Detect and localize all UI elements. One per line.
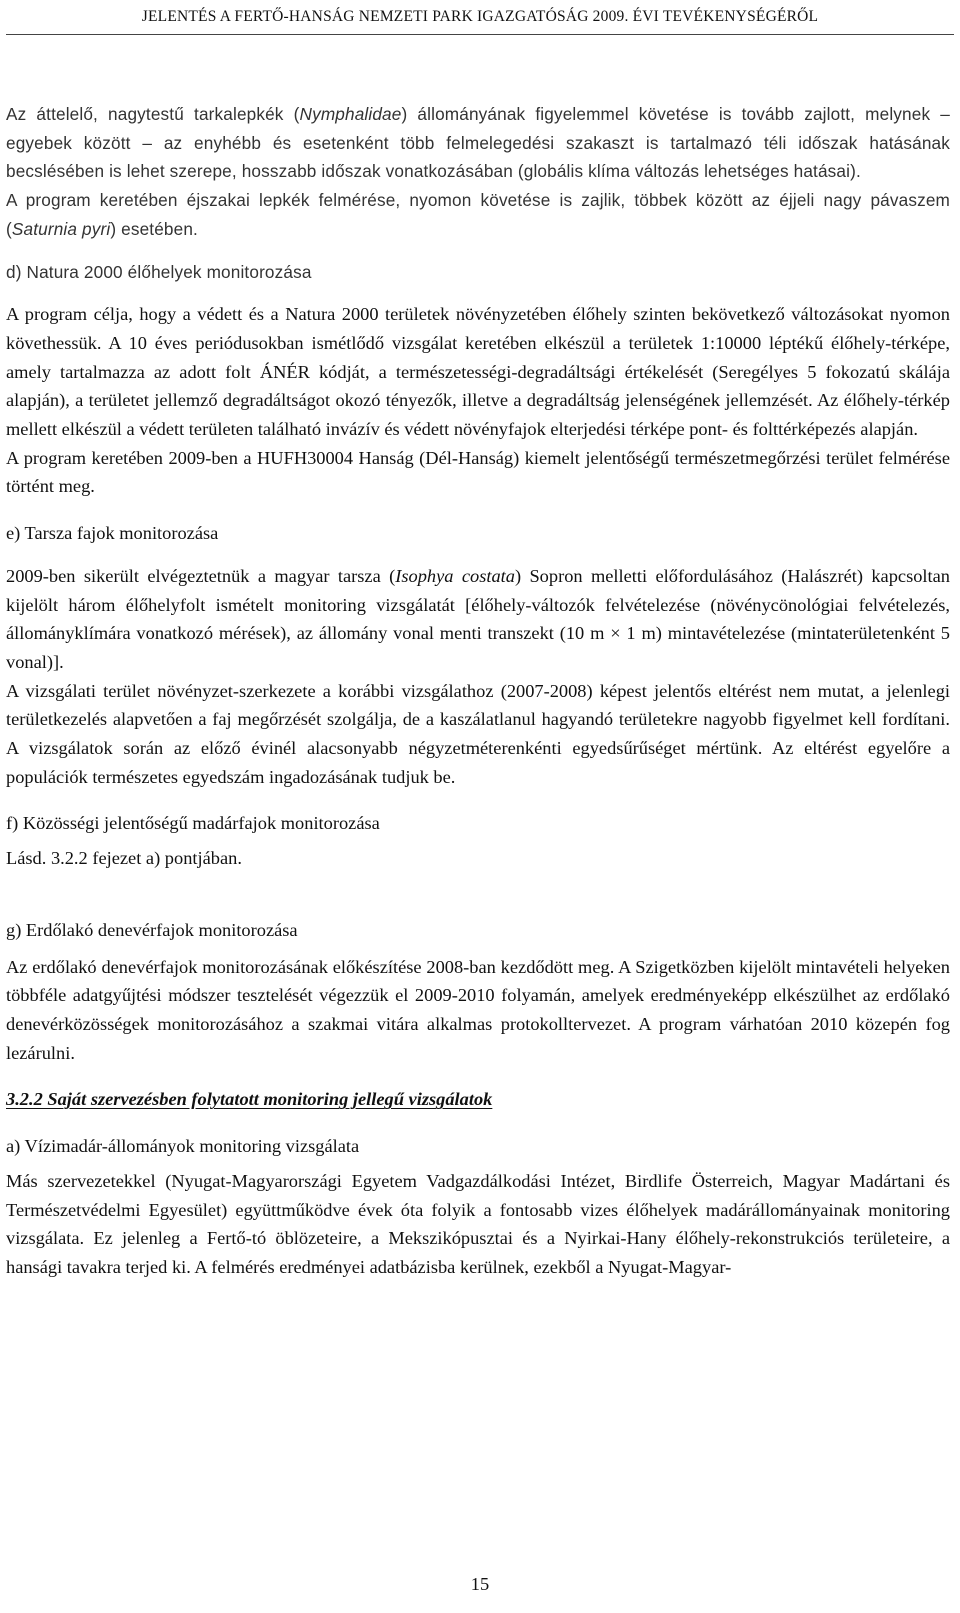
section-d-title: d) Natura 2000 élőhelyek monitorozása: [6, 261, 312, 282]
running-header: JELENTÉS A FERTŐ-HANSÁG NEMZETI PARK IGAZGATÓSÁG 2009. ÉVI TEVÉKENYSÉGÉRŐL: [141, 8, 819, 25]
section-3-2-2-heading: 3.2.2 Saját szervezésben folytatott monitoring jellegű vizsgálatok: [6, 1089, 493, 1110]
body-text: [6, 100, 950, 1282]
section-d-paragraph-2: A program keretében 2009-ben a HUFH30004 Hanság (Dél-Hanság) kiemelt jelentőségű természetmegőrzési terület felmérése történt meg.: [6, 447, 950, 497]
intro-paragraph-1: Az áttelelő, nagytestű tarkalepkék (Nymphalidae) állományának figyelemmel követése is tovább zajlott, melynek – egyebek között – az enyhébb és esetenként több felmelegedési szakaszt is tartalmazó téli időszak hatásának becslésében is lehet szerepe, hosszabb időszak vonatkozásában (globális klíma változás lehetséges hatásai).: [6, 104, 950, 182]
section-e-paragraph-2: A vizsgálati terület növényzet-szerkezete a korábbi vizsgálathoz (2007-2008) képest jelentős eltérést nem mutat, a jelenlegi területkezelés alapvetően a faj megőrzését szolgálja, de a kaszálatlanul hagyandó területekre nagyobb figyelmet kell fordítani. A vizsgálatok során az előző évinél alacsonyabb négyzetméterenkénti egyedsűrűséget mértünk. Az eltérést egyelőre a populációk természetes egyedszám ingadozásának tudjuk be.: [6, 680, 950, 787]
section-a-title: a) Vízimadár-állományok monitoring vizsgálata: [6, 1136, 360, 1157]
section-e-paragraph-1: 2009-ben sikerült elvégeztetnük a magyar tarsza (Isophya costata) Sopron melletti előfordulásához (Halászrét) kapcsoltan kijelölt három élőhelyfolt ismételt monitoring vizsgálatát [élőhely-változók felvételezése (növénycönológiai felvételezés, állományklímára vonatkozó mérések), az állomány vonal menti transzekt (10 m × 1 m) mintavételezése (mintaterületenként 5 vonal)].: [6, 565, 950, 672]
section-g-title: g) Erdőlakó denevérfajok monitorozása: [6, 919, 298, 940]
section-f-paragraph-1: Lásd. 3.2.2 fejezet a) pontjában.: [6, 848, 242, 869]
header-rule: [6, 34, 954, 35]
intro-paragraph-2: A program keretében éjszakai lepkék felmérése, nyomon követése is zajlik, többek között az éjjeli nagy pávaszem (Saturnia pyri) esetében.: [6, 190, 950, 239]
section-e-title: e) Tarsza fajok monitorozása: [6, 523, 219, 544]
page-number: 15: [470, 1574, 490, 1594]
section-f-title: f) Közösségi jelentőségű madárfajok monitorozása: [6, 813, 380, 834]
section-g-paragraph-1: Az erdőlakó denevérfajok monitorozásának előkészítése 2008-ban kezdődött meg. A Szigetközben kijelölt mintavételi helyeken többféle adatgyűjtési módszer tesztelését végezzük el 2009-2010 folyamán, amelyek eredményeképp elkészülhet az erdőlakó denevérközösségek monitorozásához a szakmai vitára alkalmas protokolltervezet. A program várhatóan 2010 közepén fog lezárulni.: [6, 956, 950, 1063]
intro-block: [6, 100, 950, 244]
section-d-paragraph-1: A program célja, hogy a védett és a Natura 2000 területek növényzetében élőhely szinten bekövetkező változásokat nyomon követhessük. A 10 éves periódusokban ismétlődő vizsgálat keretében elkészül a területek 1:10000 léptékű élőhely-térképe, amely tartalmazza az adott folt ÁNÉR kódját, a természetességi-degradáltsági értékelését (Seregélyes 5 fokozatú skálája alapján), a területet jellemző degradáltságot okozó tényezők, illetve a degradáltság jelenségének jellemzését. Az élőhely-térkép mellett elkészül a védett területen található invázív és védett növényfajok elterjedési térképe pont- és folttérképezés alapján.: [6, 304, 950, 440]
section-a-paragraph-1: Más szervezetekkel (Nyugat-Magyarországi Egyetem Vadgazdálkodási Intézet, Birdlife Österreich, Magyar Madártani és Természetvédelmi Egyesület) együttműködve évek óta folyik a fontosabb vizes élőhelyek madárállományainak monitoring vizsgálata. Ez jelenleg a Fertő-tó öblözeteire, a Mekszikópusztai és a Nyirkai-Hany élőhely-rekonstrukciós területeire, a hansági tavakra terjed ki. A felmérés eredményei adatbázisba kerülnek, ezekből a Nyugat-Magyar-: [6, 1170, 950, 1277]
